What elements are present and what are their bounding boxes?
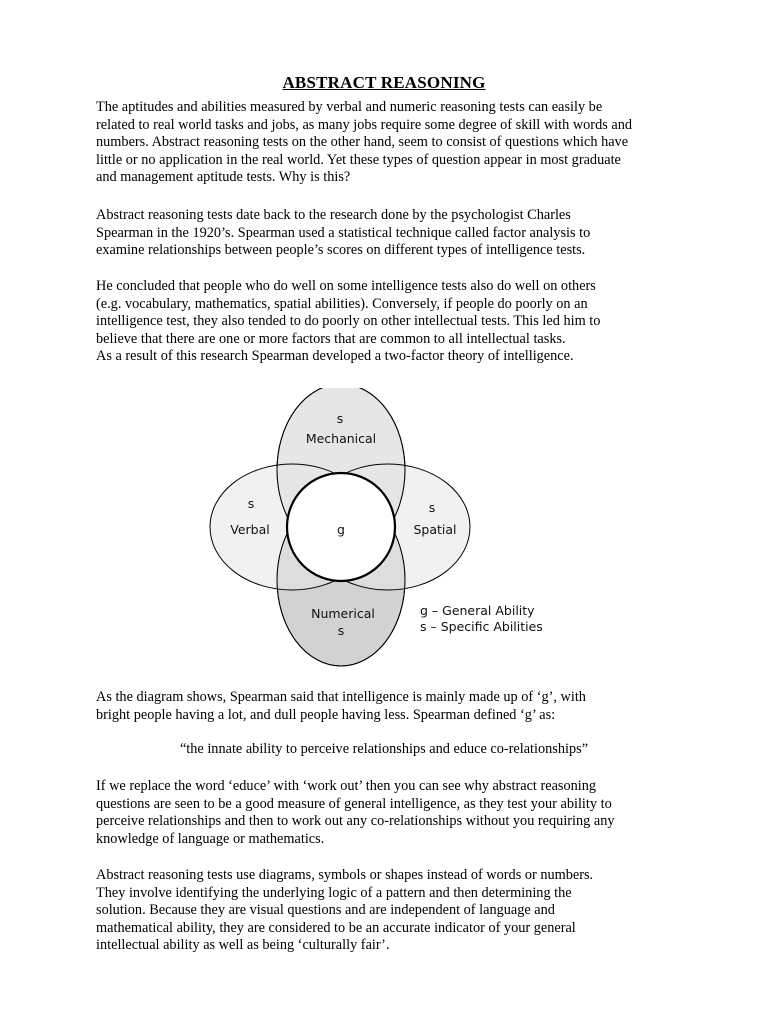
text-line: numbers. Abstract reasoning tests on the other hand, seem to consist of questions which have (96, 134, 629, 151)
text-line: (e.g. vocabulary, mathematics, spatial abilities). Conversely, if people do poorly on an (96, 295, 588, 312)
legend-specific-abilities: s – Specific Abilities (420, 619, 543, 634)
verbal-s-label: s (247, 496, 255, 511)
text-line: believe that there are one or more factors that are common to all intellectual tasks. (96, 330, 566, 347)
numerical-label: Numerical (311, 606, 375, 621)
text-line: solution. Because they are visual questions and are independent of language and (96, 902, 555, 919)
center-g-label: g (337, 522, 345, 537)
paragraph-educe (96, 778, 686, 848)
verbal-label: Verbal (230, 522, 270, 537)
text-line: The aptitudes and abilities measured by verbal and numeric reasoning tests can easily be (96, 99, 603, 115)
two-factor-venn-diagram (205, 388, 565, 670)
legend-general-ability: g – General Ability (420, 603, 535, 618)
spatial-label: Spatial (413, 522, 457, 537)
paragraph-conclusion (96, 278, 686, 366)
paragraph-abstract-tests (96, 867, 686, 955)
text-line: intelligence test, they also tended to do poorly on other intellectual tests. This led him to (96, 313, 601, 330)
text-line: perceive relationships and then to work out any co-relationships without you requiring any (96, 813, 615, 830)
text-line: Spearman in the 1920’s. Spearman used a statistical technique called factor analysis to (96, 224, 591, 241)
text-line: intellectual ability as well as being ‘culturally fair’. (96, 937, 390, 954)
paragraph-diagram-explanation (96, 689, 686, 724)
text-line: bright people having a lot, and dull people having less. Spearman defined ‘g’ as: (96, 706, 556, 723)
document-title: ABSTRACT REASONING (282, 73, 486, 92)
text-line: Abstract reasoning tests use diagrams, symbols or shapes instead of words or numbers. (96, 867, 594, 883)
text-line: questions are seen to be a good measure of general intelligence, as they test your ability to (96, 795, 612, 812)
mechanical-label: Mechanical (305, 431, 377, 446)
mechanical-s-label: s (336, 411, 344, 426)
text-line: mathematical ability, they are considered to be an accurate indicator of your general (96, 919, 576, 936)
text-line: They involve identifying the underlying logic of a pattern and then determining the (96, 884, 572, 901)
numerical-s-label: s (337, 623, 345, 638)
text-line: As the diagram shows, Spearman said that intelligence is mainly made up of ‘g’, with (96, 689, 586, 705)
paragraph-history (96, 207, 686, 260)
text-line: knowledge of language or mathematics. (96, 830, 325, 847)
text-line: little or no application in the real world. Yet these types of question appear in most graduate (96, 151, 621, 168)
spatial-s-label: s (428, 500, 436, 515)
text-line: related to real world tasks and jobs, as many jobs require some degree of skill with words and (96, 116, 633, 133)
text-line: examine relationships between people’s scores on different types of intelligence tests. (96, 242, 586, 259)
spearman-quote: “the innate ability to perceive relationships and educe co-relationships” (179, 741, 589, 757)
paragraph-intro (96, 99, 686, 187)
text-line: As a result of this research Spearman developed a two-factor theory of intelligence. (96, 348, 574, 365)
text-line: If we replace the word ‘educe’ with ‘work out’ then you can see why abstract reasoning (96, 778, 597, 794)
text-line: Abstract reasoning tests date back to the research done by the psychologist Charles (96, 207, 571, 223)
text-line: He concluded that people who do well on some intelligence tests also do well on others (96, 278, 596, 294)
text-line: and management aptitude tests. Why is this? (96, 169, 351, 186)
